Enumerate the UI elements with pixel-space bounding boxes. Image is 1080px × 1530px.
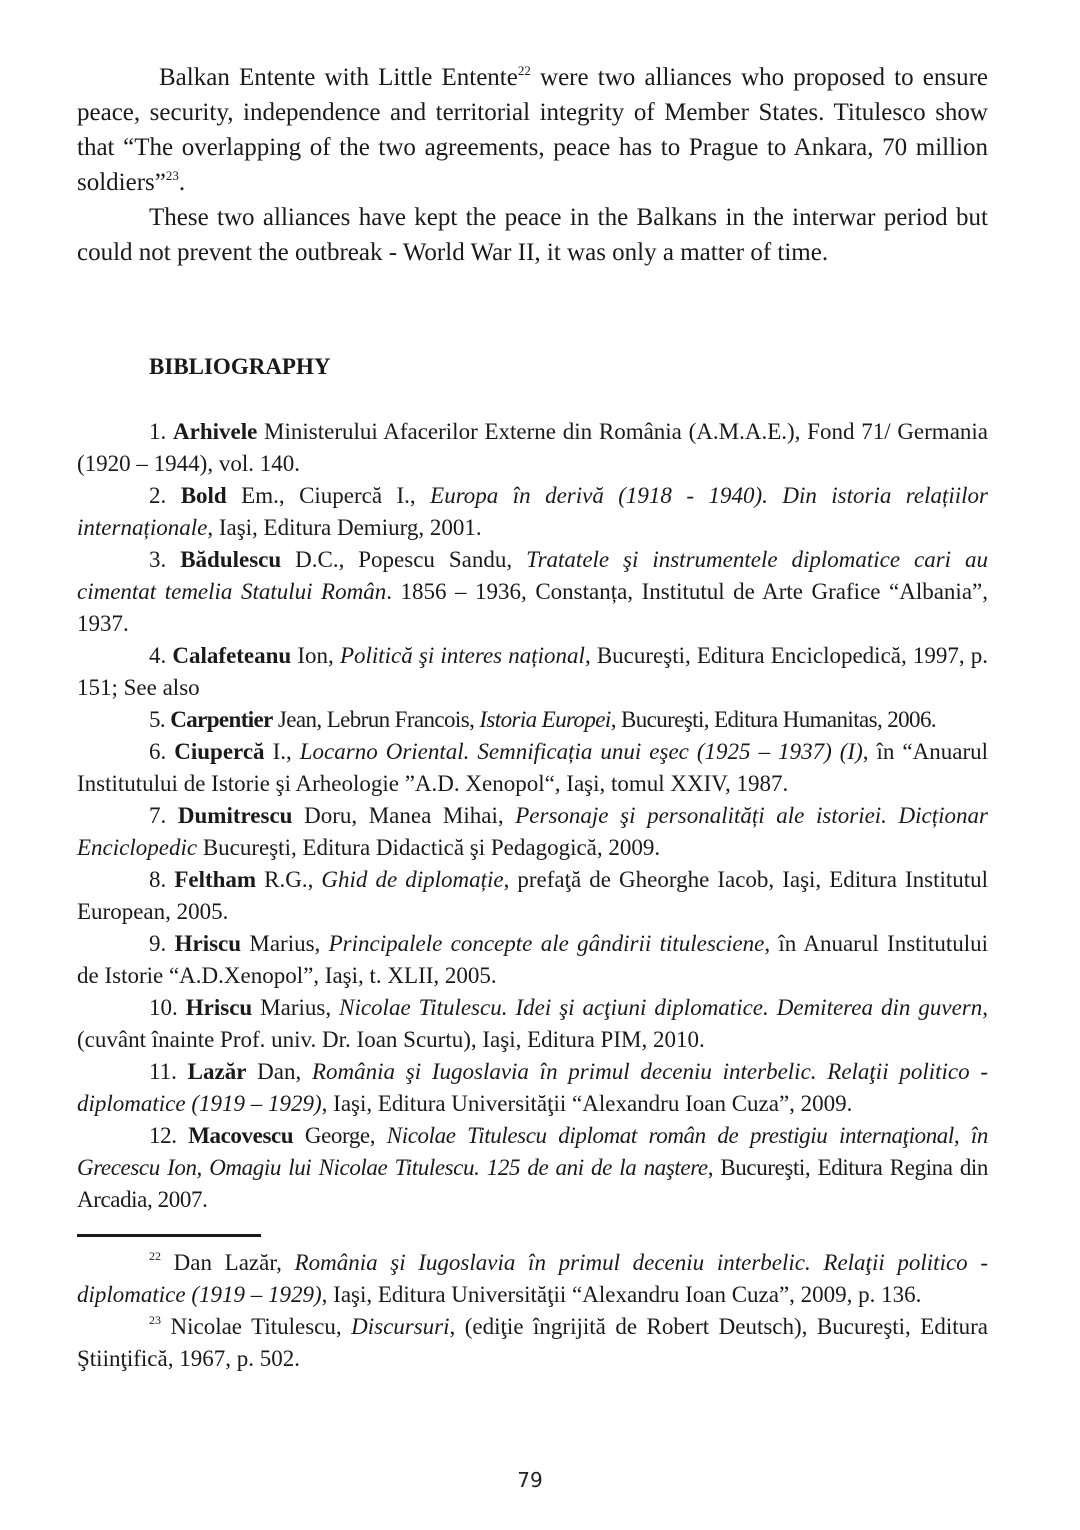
bibliography-entry: 1. Arhivele Ministerului Afacerilor Externe din România (A.M.A.E.), Fond 71/ Germania (1920 – 1944), vol. 140. xyxy=(77,419,988,476)
intro-paragraph-2: These two alliances have kept the peace in the Balkans in the interwar period but could not prevent the outbreak - World War II, it was only a matter of time. xyxy=(77,204,988,266)
bibliography-entry: 7. Dumitrescu Doru, Manea Mihai, Personaje şi personalități ale istoriei. Dicționar Enciclopedic Bucureşti, Editura Didactică şi Pedagogică, 2009. xyxy=(77,803,989,860)
bibliography-entry: 5. Carpentier Jean, Lebrun Francois, Istoria Europei, Bucureşti, Editura Humanitas, 2006. xyxy=(149,707,937,732)
bibliography-heading: BIBLIOGRAPHY xyxy=(149,354,331,379)
intro-text: Balkan Entente with Little Entente xyxy=(159,64,518,91)
bibliography-entry: 4. Calafeteanu Ion, Politică şi interes național, Bucureşti, Editura Enciclopedică, 1997, p. 151; See also xyxy=(77,643,989,700)
page-number: 79 xyxy=(517,1468,543,1492)
bibliography-entry: 11. Lazăr Dan, România şi Iugoslavia în primul deceniu interbelic. Relaţii politico - diplomatice (1919 – 1929), Iaşi, Editura Universităţii “Alexandru Ioan Cuza”, 2009. xyxy=(77,1059,988,1116)
footnotes xyxy=(77,1247,988,1375)
bibliography-entry: 10. Hriscu Marius, Nicolae Titulescu. Idei şi acţiuni diplomatice. Demiterea din guvern, (cuvânt înainte Prof. univ. Dr. Ioan Scurtu), Iaşi, Editura PIM, 2010. xyxy=(77,995,988,1052)
page-content xyxy=(77,60,988,1375)
intro-paragraph-1 xyxy=(77,60,988,200)
intro-text: were two alliances who proposed to ensure peace, security, independence and territorial integrity of Member States. Titulesco show that “The overlapping of the two agreements, peace has to Prague to Ankara, 70 million soldiers” xyxy=(77,64,989,196)
bibliography-entry: 9. Hriscu Marius, Principalele concepte ale gândirii titulesciene, în Anuarul Institutului de Istorie “A.D.Xenopol”, Iaşi, t. XLII, 2005. xyxy=(77,931,988,988)
footnote-ref-23[interactable]: 23 xyxy=(165,168,179,183)
footnote-23: $^{23}$ Nicolae Titulescu, Discursuri, (ediţie îngrijită de Robert Deutsch), Bucureşti, Editura Ştiinţifică, 1967, p. 502. xyxy=(77,1313,988,1371)
footnote-ref-22[interactable]: 22 xyxy=(517,63,531,78)
bibliography-list xyxy=(77,416,988,1216)
bibliography-entry: 12. Macovescu George, Nicolae Titulescu diplomat român de prestigiu internaţional, în Grecescu Ion, Omagiu lui Nicolae Titulescu. 125 de ani de la naştere, Bucureşti, Editura Regina din Arcadia, 2007. xyxy=(77,1123,989,1212)
bibliography-entry: 3. Bădulescu D.C., Popescu Sandu, Tratatele şi instrumentele diplomatice cari au cimentat temelia Statului Român. 1856 – 1936, Constanța, Institutul de Arte Grafice “Albania”, 1937. xyxy=(77,547,988,636)
footnote-22: $^{22}$ Dan Lazăr, România şi Iugoslavia în primul deceniu interbelic. Relaţii politico - diplomatice (1919 – 1929), Iaşi, Editura Universităţii “Alexandru Ioan Cuza”, 2009, p. 136. xyxy=(77,1249,989,1307)
bibliography-entry: 2. Bold Em., Ciupercă I., Europa în derivă (1918 - 1940). Din istoria relațiilor internaționale, Iaşi, Editura Demiurg, 2001. xyxy=(77,483,988,540)
footnote-separator xyxy=(77,1234,261,1237)
bibliography-entry: 8. Feltham R.G., Ghid de diplomație, prefaţă de Gheorghe Iacob, Iaşi, Editura Institutul European, 2005. xyxy=(77,867,989,924)
bibliography-entry: 6. Ciupercă I., Locarno Oriental. Semnificația unui eşec (1925 – 1937) (I), în “Anuarul Institutului de Istorie şi Arheologie ”A.D. Xenopol“, Iaşi, tomul XXIV, 1987. xyxy=(77,739,988,796)
intro-text: . xyxy=(178,169,186,196)
